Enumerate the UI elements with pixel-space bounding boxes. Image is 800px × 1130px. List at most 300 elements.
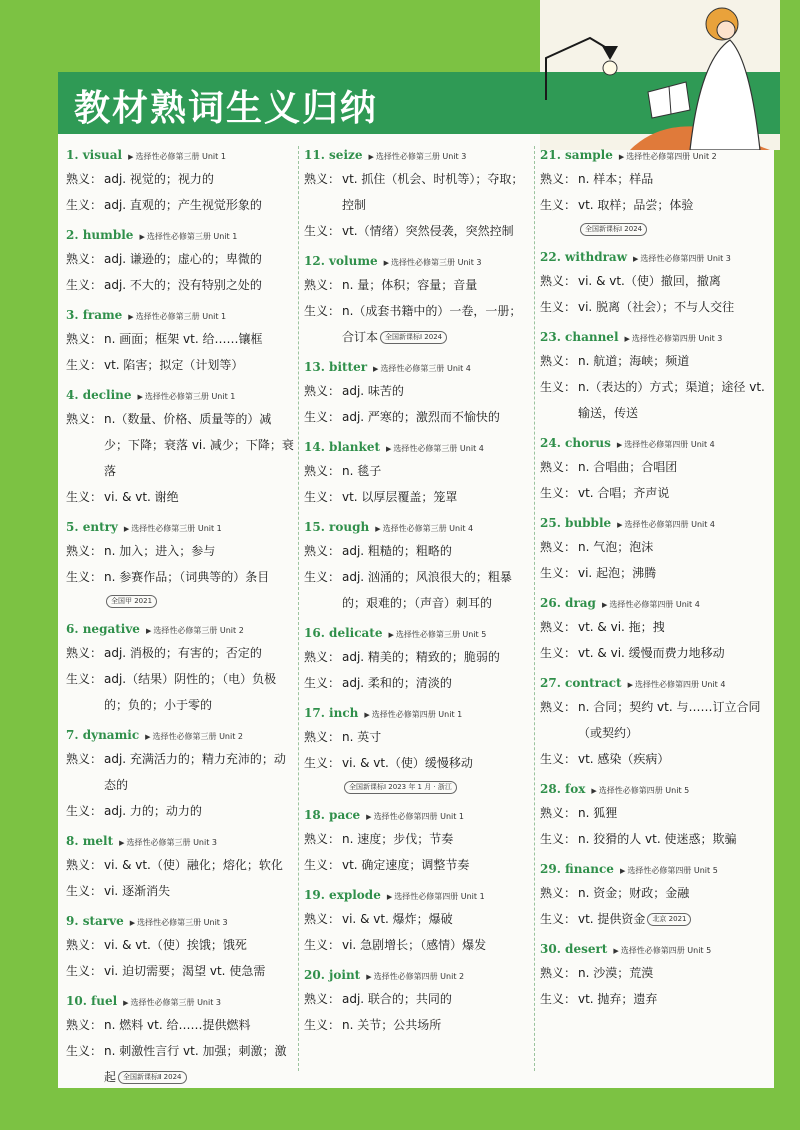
familiar-meaning-row — [540, 960, 768, 986]
word-entry — [540, 244, 768, 320]
familiar-meaning-row — [304, 644, 532, 670]
new-meaning-label: 生义： — [304, 938, 341, 952]
headword: 26. drag — [540, 596, 596, 610]
new-meaning-row — [540, 560, 768, 586]
textbook-reference: ▶ 选择性必修第四册 Unit 1 — [364, 710, 462, 719]
textbook-reference: ▶ 选择性必修第三册 Unit 1 — [138, 392, 236, 401]
entry-header — [540, 244, 768, 268]
familiar-meaning-label: 熟义： — [66, 858, 103, 872]
word-entry — [66, 514, 294, 612]
familiar-meaning-label: 熟义： — [66, 172, 103, 186]
headword: 22. withdraw — [540, 250, 628, 264]
familiar-meaning-row — [66, 246, 294, 272]
exam-source-row — [304, 776, 532, 798]
headword: 4. decline — [66, 388, 132, 402]
entry-header — [540, 510, 768, 534]
familiar-meaning-row — [66, 932, 294, 958]
familiar-meaning: vi. & vt.（使）融化；熔化；软化 — [104, 858, 283, 872]
headword: 21. sample — [540, 148, 613, 162]
entry-header — [304, 354, 532, 378]
familiar-meaning: vt. 抓住（机会、时机等）；夺取；控制 — [342, 172, 524, 212]
familiar-meaning-label: 熟义： — [66, 332, 103, 346]
entry-header — [66, 222, 294, 246]
textbook-reference: ▶ 选择性必修第四册 Unit 1 — [366, 812, 464, 821]
familiar-meaning-row — [304, 166, 532, 218]
textbook-reference: ▶ 选择性必修第四册 Unit 5 — [591, 786, 689, 795]
entry-header — [66, 908, 294, 932]
familiar-meaning-row — [304, 826, 532, 852]
entry-header — [540, 142, 768, 166]
new-meaning-cell — [104, 958, 294, 984]
textbook-reference: ▶ 选择性必修第四册 Unit 5 — [620, 866, 718, 875]
new-meaning-label: 生义： — [540, 198, 577, 212]
column-3 — [540, 142, 768, 1016]
word-entry — [304, 962, 532, 1038]
familiar-meaning-row — [540, 268, 768, 294]
textbook-reference: ▶ 选择性必修第四册 Unit 1 — [387, 892, 485, 901]
word-entry — [540, 590, 768, 666]
new-meaning-row — [304, 298, 532, 350]
column-1 — [66, 142, 294, 1094]
new-meaning-label: 生义： — [66, 672, 103, 686]
familiar-meaning-label: 熟义： — [66, 412, 103, 426]
headword: 15. rough — [304, 520, 370, 534]
familiar-meaning: n. 气泡；泡沫 — [578, 540, 654, 554]
new-meaning-row — [66, 192, 294, 218]
new-meaning-cell — [578, 746, 768, 772]
familiar-meaning-row — [66, 166, 294, 192]
new-meaning-row — [304, 218, 532, 244]
new-meaning-cell — [104, 192, 294, 218]
entry-header — [304, 514, 532, 538]
textbook-reference: ▶ 选择性必修第四册 Unit 2 — [619, 152, 717, 161]
new-meaning-cell — [342, 564, 532, 616]
new-meaning-cell — [578, 906, 768, 932]
new-meaning-label: 生义： — [540, 486, 577, 500]
new-meaning: n. 关节；公共场所 — [342, 1018, 442, 1032]
new-meaning: vt. & vi. 缓慢而费力地移动 — [578, 646, 725, 660]
word-entry — [304, 802, 532, 878]
headword: 13. bitter — [304, 360, 368, 374]
entry-header — [540, 776, 768, 800]
new-meaning: vt. 提供资金 — [578, 912, 646, 926]
new-meaning: vi. 急剧增长；（感情）爆发 — [342, 938, 487, 952]
familiar-meaning-label: 熟义： — [304, 172, 341, 186]
entry-header — [66, 514, 294, 538]
new-meaning-label: 生义： — [66, 884, 103, 898]
new-meaning-label: 生义： — [66, 490, 103, 504]
entry-header — [304, 802, 532, 826]
entry-header — [540, 430, 768, 454]
new-meaning-cell — [578, 826, 768, 852]
textbook-reference: ▶ 选择性必修第三册 Unit 1 — [128, 312, 226, 321]
new-meaning-label: 生义： — [304, 1018, 341, 1032]
familiar-meaning-row — [540, 694, 768, 746]
new-meaning: vt. 感染（疾病） — [578, 752, 670, 766]
textbook-reference: ▶ 选择性必修第三册 Unit 2 — [146, 626, 244, 635]
entry-header — [66, 382, 294, 406]
word-entry — [540, 430, 768, 506]
textbook-reference: ▶ 选择性必修第三册 Unit 3 — [368, 152, 466, 161]
headword: 10. fuel — [66, 994, 118, 1008]
familiar-meaning: vt. & vi. 拖；拽 — [578, 620, 665, 634]
new-meaning-cell — [342, 404, 532, 430]
familiar-meaning-row — [304, 538, 532, 564]
entry-header — [540, 856, 768, 880]
textbook-reference: ▶ 选择性必修第三册 Unit 4 — [373, 364, 471, 373]
new-meaning: vt.（情绪）突然侵袭，突然控制 — [342, 224, 514, 238]
new-meaning-row — [540, 192, 768, 218]
word-entry — [304, 434, 532, 510]
headword: 20. joint — [304, 968, 361, 982]
new-meaning-cell — [342, 298, 532, 350]
familiar-meaning-label: 熟义： — [304, 912, 341, 926]
new-meaning-cell — [104, 272, 294, 298]
exam-source-row — [66, 590, 294, 612]
new-meaning-label: 生义： — [304, 858, 341, 872]
familiar-meaning-row — [304, 272, 532, 298]
textbook-reference: ▶ 选择性必修第三册 Unit 3 — [123, 998, 221, 1007]
new-meaning-label: 生义： — [540, 380, 577, 394]
new-meaning-cell — [342, 932, 532, 958]
new-meaning-label: 生义： — [66, 964, 103, 978]
new-meaning-cell — [342, 484, 532, 510]
familiar-meaning: n. 燃料 vt. 给……提供燃料 — [104, 1018, 251, 1032]
new-meaning: vt. 合唱；齐声说 — [578, 486, 670, 500]
familiar-meaning: adj. 味苦的 — [342, 384, 404, 398]
new-meaning-row — [304, 852, 532, 878]
familiar-meaning-row — [66, 852, 294, 878]
headword: 27. contract — [540, 676, 622, 690]
familiar-meaning: n. 毯子 — [342, 464, 382, 478]
new-meaning-row — [304, 484, 532, 510]
textbook-reference: ▶ 选择性必修第三册 Unit 1 — [128, 152, 226, 161]
new-meaning-row — [66, 798, 294, 824]
familiar-meaning-row — [66, 1012, 294, 1038]
word-entry — [66, 302, 294, 378]
familiar-meaning-row — [66, 326, 294, 352]
familiar-meaning-label: 熟义： — [540, 620, 577, 634]
new-meaning: vt. 陷害；拟定（计划等） — [104, 358, 244, 372]
textbook-reference: ▶ 选择性必修第三册 Unit 3 — [384, 258, 482, 267]
headword: 30. desert — [540, 942, 608, 956]
familiar-meaning: vi. & vt. 爆炸；爆破 — [342, 912, 453, 926]
familiar-meaning-row — [540, 166, 768, 192]
familiar-meaning: n. 资金；财政；金融 — [578, 886, 690, 900]
familiar-meaning: n. 英寸 — [342, 730, 382, 744]
textbook-reference: ▶ 选择性必修第三册 Unit 4 — [375, 524, 473, 533]
familiar-meaning: adj. 联合的；共同的 — [342, 992, 452, 1006]
textbook-reference: ▶ 选择性必修第三册 Unit 3 — [130, 918, 228, 927]
word-entry — [540, 510, 768, 586]
familiar-meaning-label: 熟义： — [540, 354, 577, 368]
word-entry — [540, 936, 768, 1012]
familiar-meaning: n. 合唱曲；合唱团 — [578, 460, 678, 474]
exam-source-badge: 全国新课标Ⅰ 2024 — [380, 331, 447, 344]
column-divider — [534, 146, 535, 1071]
entry-header — [66, 142, 294, 166]
new-meaning-label: 生义： — [304, 410, 341, 424]
familiar-meaning-row — [66, 406, 294, 484]
new-meaning-row — [66, 272, 294, 298]
familiar-meaning: n. 画面；框架 vt. 给……镶框 — [104, 332, 263, 346]
entry-header — [304, 700, 532, 724]
familiar-meaning: n. 合同；契约 vt. 与……订立合同（或契约） — [578, 700, 761, 740]
textbook-reference: ▶ 选择性必修第三册 Unit 3 — [119, 838, 217, 847]
familiar-meaning-label: 熟义： — [304, 384, 341, 398]
familiar-meaning-row — [66, 640, 294, 666]
word-entry — [540, 670, 768, 772]
new-meaning-row — [304, 932, 532, 958]
textbook-reference: ▶ 选择性必修第四册 Unit 3 — [625, 334, 723, 343]
new-meaning: n.（表达的）方式；渠道；途径 vt. 输送，传送 — [578, 380, 765, 420]
new-meaning: adj. 严寒的；激烈而不愉快的 — [342, 410, 500, 424]
word-entry — [66, 222, 294, 298]
new-meaning-cell — [578, 986, 768, 1012]
page-title: 教材熟词生义归纳 — [74, 88, 379, 129]
exam-source-badge: 全国新课标Ⅰ 2023 年 1 月 · 浙江 — [344, 781, 457, 794]
new-meaning-row — [66, 958, 294, 984]
new-meaning-row — [66, 878, 294, 904]
familiar-meaning-row — [540, 454, 768, 480]
familiar-meaning-row — [304, 906, 532, 932]
entry-header — [304, 962, 532, 986]
new-meaning: adj. 不大的；没有特别之处的 — [104, 278, 262, 292]
familiar-meaning: n. 狐狸 — [578, 806, 618, 820]
new-meaning-label: 生义： — [66, 1044, 103, 1058]
new-meaning-row — [304, 404, 532, 430]
entry-header — [540, 590, 768, 614]
word-entry — [540, 776, 768, 852]
headword: 24. chorus — [540, 436, 611, 450]
new-meaning: n. 狡猾的人 vt. 使迷惑；欺骗 — [578, 832, 737, 846]
familiar-meaning-row — [304, 724, 532, 750]
familiar-meaning-label: 熟义： — [540, 274, 577, 288]
new-meaning-label: 生义： — [540, 300, 577, 314]
familiar-meaning-row — [66, 746, 294, 798]
word-entry — [304, 700, 532, 798]
new-meaning-label: 生义： — [304, 490, 341, 504]
new-meaning: n.（成套书籍中的）一卷，一册；合订本 — [342, 304, 522, 344]
familiar-meaning: n. 速度；步伐；节奏 — [342, 832, 454, 846]
familiar-meaning-label: 熟义： — [66, 646, 103, 660]
familiar-meaning-label: 熟义： — [304, 730, 341, 744]
new-meaning-row — [540, 294, 768, 320]
new-meaning-label: 生义： — [540, 992, 577, 1006]
new-meaning-cell — [578, 374, 768, 426]
familiar-meaning: n. 样本；样品 — [578, 172, 654, 186]
new-meaning: vi. 迫切需要；渴望 vt. 使急需 — [104, 964, 266, 978]
exam-source-badge: 北京 2021 — [647, 913, 691, 926]
headword: 18. pace — [304, 808, 361, 822]
new-meaning-cell — [578, 294, 768, 320]
headword: 1. visual — [66, 148, 123, 162]
new-meaning: vi. & vt. 谢绝 — [104, 490, 179, 504]
new-meaning: vi. & vt.（使）缓慢移动 — [342, 756, 473, 770]
familiar-meaning-label: 熟义： — [540, 172, 577, 186]
new-meaning-cell — [578, 480, 768, 506]
exam-source-badge: 全国新课标Ⅰ 2024 — [580, 223, 647, 236]
new-meaning: n. 刺激性言行 vt. 加强；刺激；激起 — [104, 1044, 287, 1084]
familiar-meaning: adj. 视觉的；视力的 — [104, 172, 214, 186]
new-meaning-cell — [578, 640, 768, 666]
familiar-meaning: n. 沙漠；荒漠 — [578, 966, 654, 980]
familiar-meaning: n.（数量、价格、质量等的）减少；下降；衰落 vi. 减少；下降；衰落 — [104, 412, 294, 478]
familiar-meaning: adj. 充满活力的；精力充沛的；动态的 — [104, 752, 286, 792]
new-meaning-label: 生义： — [66, 278, 103, 292]
new-meaning: adj. 直观的；产生视觉形象的 — [104, 198, 262, 212]
headword: 19. explode — [304, 888, 381, 902]
familiar-meaning-label: 熟义： — [540, 966, 577, 980]
familiar-meaning-label: 熟义： — [66, 252, 103, 266]
textbook-reference: ▶ 选择性必修第三册 Unit 4 — [386, 444, 484, 453]
entry-header — [540, 324, 768, 348]
new-meaning-cell — [104, 1038, 294, 1090]
word-entry — [66, 908, 294, 984]
headword: 23. channel — [540, 330, 619, 344]
familiar-meaning-row — [540, 348, 768, 374]
word-entry — [304, 620, 532, 696]
new-meaning-cell — [342, 852, 532, 878]
new-meaning-row — [66, 352, 294, 378]
headword: 6. negative — [66, 622, 140, 636]
headword: 8. melt — [66, 834, 114, 848]
new-meaning-cell — [104, 484, 294, 510]
textbook-reference: ▶ 选择性必修第四册 Unit 3 — [633, 254, 731, 263]
headword: 12. volume — [304, 254, 378, 268]
familiar-meaning-label: 熟义： — [304, 832, 341, 846]
new-meaning-cell — [104, 798, 294, 824]
word-entry — [304, 514, 532, 616]
familiar-meaning-row — [304, 378, 532, 404]
new-meaning-cell — [342, 1012, 532, 1038]
word-entry — [304, 142, 532, 244]
familiar-meaning-label: 熟义： — [540, 806, 577, 820]
word-entry — [304, 354, 532, 430]
entry-header — [66, 722, 294, 746]
word-entry — [66, 828, 294, 904]
entry-header — [304, 142, 532, 166]
textbook-reference: ▶ 选择性必修第四册 Unit 5 — [613, 946, 711, 955]
new-meaning-label: 生义： — [540, 646, 577, 660]
new-meaning: adj. 力的；动力的 — [104, 804, 202, 818]
new-meaning-label: 生义： — [540, 832, 577, 846]
new-meaning-label: 生义： — [66, 358, 103, 372]
new-meaning-row — [66, 564, 294, 590]
word-entry — [66, 616, 294, 718]
headword: 5. entry — [66, 520, 118, 534]
new-meaning-row — [304, 670, 532, 696]
word-entry — [304, 248, 532, 350]
familiar-meaning-row — [540, 880, 768, 906]
new-meaning-cell — [104, 666, 294, 718]
entry-header — [540, 670, 768, 694]
familiar-meaning-label: 熟义： — [66, 752, 103, 766]
textbook-reference: ▶ 选择性必修第三册 Unit 1 — [124, 524, 222, 533]
familiar-meaning-label: 熟义： — [66, 544, 103, 558]
textbook-reference: ▶ 选择性必修第三册 Unit 1 — [139, 232, 237, 241]
new-meaning-cell — [578, 192, 768, 218]
new-meaning-row — [540, 986, 768, 1012]
new-meaning-label: 生义： — [66, 804, 103, 818]
headword: 16. delicate — [304, 626, 383, 640]
new-meaning-cell — [104, 352, 294, 378]
familiar-meaning-label: 熟义： — [66, 1018, 103, 1032]
familiar-meaning-row — [304, 986, 532, 1012]
textbook-reference: ▶ 选择性必修第四册 Unit 4 — [617, 440, 715, 449]
new-meaning-label: 生义： — [304, 676, 341, 690]
textbook-reference: ▶ 选择性必修第三册 Unit 5 — [388, 630, 486, 639]
familiar-meaning: n. 加入；进入；参与 — [104, 544, 216, 558]
word-entry — [540, 324, 768, 426]
new-meaning-label: 生义： — [540, 566, 577, 580]
familiar-meaning: n. 量；体积；容量；音量 — [342, 278, 478, 292]
word-entry — [66, 142, 294, 218]
new-meaning: n. 参赛作品；（词典等的）条目 — [104, 570, 270, 584]
new-meaning-row — [540, 826, 768, 852]
new-meaning: adj.（结果）阴性的；（电）负极的；负的；小于零的 — [104, 672, 277, 712]
word-entry — [66, 382, 294, 510]
textbook-reference: ▶ 选择性必修第四册 Unit 4 — [602, 600, 700, 609]
new-meaning: vi. 逐渐消失 — [104, 884, 171, 898]
new-meaning-row — [540, 374, 768, 426]
exam-source-row — [540, 218, 768, 240]
word-entry — [66, 722, 294, 824]
familiar-meaning-label: 熟义： — [540, 540, 577, 554]
reading-girl-illustration — [540, 0, 780, 150]
headword: 25. bubble — [540, 516, 612, 530]
word-entry — [540, 142, 768, 240]
headword: 7. dynamic — [66, 728, 140, 742]
new-meaning-cell — [342, 218, 532, 244]
new-meaning: vt. 取样；品尝；体验 — [578, 198, 694, 212]
new-meaning-row — [304, 1012, 532, 1038]
new-meaning-cell — [578, 560, 768, 586]
new-meaning-cell — [342, 670, 532, 696]
new-meaning: vi. 脱离（社会）；不与人交往 — [578, 300, 735, 314]
new-meaning: vt. 确定速度；调整节奏 — [342, 858, 470, 872]
new-meaning-label: 生义： — [66, 570, 103, 584]
entry-header — [66, 988, 294, 1012]
familiar-meaning: vi. & vt.（使）挨饿；饿死 — [104, 938, 247, 952]
headword: 3. frame — [66, 308, 123, 322]
entry-header — [304, 248, 532, 272]
headword: 14. blanket — [304, 440, 380, 454]
familiar-meaning-label: 熟义： — [304, 544, 341, 558]
familiar-meaning-row — [66, 538, 294, 564]
new-meaning-row — [540, 640, 768, 666]
new-meaning: vt. 抛弃；遗弃 — [578, 992, 658, 1006]
familiar-meaning: vi. & vt.（使）撤回，撤离 — [578, 274, 721, 288]
familiar-meaning-label: 熟义： — [540, 886, 577, 900]
new-meaning-row — [540, 480, 768, 506]
textbook-reference: ▶ 选择性必修第三册 Unit 2 — [145, 732, 243, 741]
new-meaning-cell — [104, 564, 294, 590]
entry-header — [304, 434, 532, 458]
familiar-meaning: adj. 消极的；有害的；否定的 — [104, 646, 262, 660]
familiar-meaning: adj. 精美的；精致的；脆弱的 — [342, 650, 500, 664]
headword: 17. inch — [304, 706, 359, 720]
entry-header — [66, 828, 294, 852]
familiar-meaning-row — [540, 800, 768, 826]
new-meaning-label: 生义： — [304, 304, 341, 318]
new-meaning-cell — [342, 750, 532, 776]
column-divider — [298, 146, 299, 1071]
word-entry — [540, 856, 768, 932]
headword: 9. starve — [66, 914, 124, 928]
familiar-meaning-label: 熟义： — [304, 650, 341, 664]
textbook-reference: ▶ 选择性必修第四册 Unit 2 — [366, 972, 464, 981]
